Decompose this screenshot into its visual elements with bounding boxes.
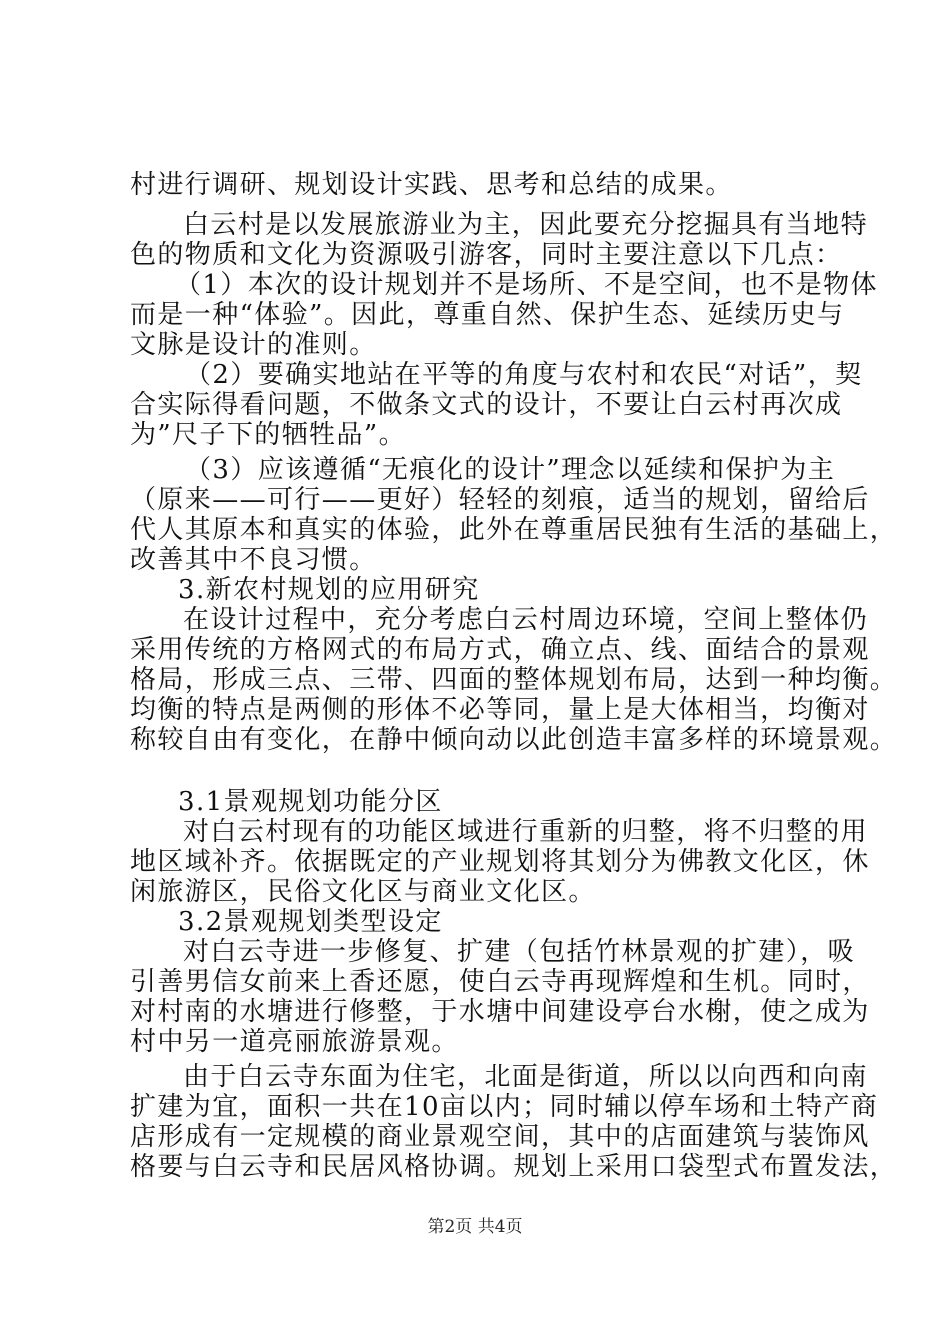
text-line: 格局，形成三点、三带、四面的整体规划布局，达到一种均衡。 <box>130 665 898 695</box>
text-line: 村进行调研、规划设计实践、思考和总结的成果。 <box>130 170 733 200</box>
text-line: 白云村是以发展旅游业为主，因此要充分挖掘具有当地特 <box>183 210 869 240</box>
text-line: 代人其原本和真实的体验，此外在尊重居民独有生活的基础上， <box>130 515 898 545</box>
text-line: 在设计过程中，充分考虑白云村周边环境，空间上整体仍 <box>183 605 869 635</box>
text-line: 称较自由有变化，在静中倾向动以此创造丰富多样的环境景观。 <box>130 725 898 755</box>
text-line: 格要与白云寺和民居风格协调。规划上采用口袋型式布置发法， <box>130 1152 898 1182</box>
text-line: 采用传统的方格网式的布局方式，确立点、线、面结合的景观 <box>130 635 870 665</box>
section-heading: 3.新农村规划的应用研究 <box>178 575 480 605</box>
text-line: （原来——可行——更好）轻轻的刻痕，适当的规划，留给后 <box>130 485 870 515</box>
text-line: 地区域补齐。依据既定的产业规划将其划分为佛教文化区，休 <box>130 847 870 877</box>
text-line: 扩建为宜，面积一共在10亩以内；同时辅以停车场和土特产商 <box>130 1092 879 1122</box>
text-line: （1）本次的设计规划并不是场所、不是空间，也不是物体 <box>175 270 878 300</box>
text-line: 而是一种“体验”。因此，尊重自然、保护生态、延续历史与 <box>130 300 845 330</box>
text-line: 村中另一道亮丽旅游景观。 <box>130 1027 459 1057</box>
text-line: 对白云寺进一步修复、扩建（包括竹林景观的扩建），吸 <box>183 937 856 967</box>
text-line: 均衡的特点是两侧的形体不必等同，量上是大体相当，均衡对 <box>130 695 870 725</box>
text-line: 合实际得看问题，不做条文式的设计，不要让白云村再次成 <box>130 390 843 420</box>
text-line: 闲旅游区，民俗文化区与商业文化区。 <box>130 877 596 907</box>
text-line: 改善其中不良习惯。 <box>130 545 377 575</box>
text-line: 为”尺子下的牺牲品”。 <box>130 420 406 450</box>
text-line: 店形成有一定规模的商业景观空间，其中的店面建筑与装饰风 <box>130 1122 870 1152</box>
section-heading: 3.1景观规划功能分区 <box>178 787 443 817</box>
text-line: 色的物质和文化为资源吸引游客，同时主要注意以下几点： <box>130 240 843 270</box>
text-line: 对村南的水塘进行修整，于水塘中间建设亭台水榭，使之成为 <box>130 997 870 1027</box>
text-line: （3）应该遵循“无痕化的设计”理念以延续和保护为主 <box>185 455 836 485</box>
text-line: 文脉是设计的准则。 <box>130 330 377 360</box>
text-line: 由于白云寺东面为住宅，北面是街道，所以以向西和向南 <box>183 1062 869 1092</box>
text-line: 对白云村现有的功能区域进行重新的归整，将不归整的用 <box>183 817 869 847</box>
section-heading: 3.2景观规划类型设定 <box>178 907 443 937</box>
page-number-footer: 第2页 共4页 <box>427 1217 523 1237</box>
text-line: （2）要确实地站在平等的角度与农村和农民“对话”，契 <box>185 360 863 390</box>
text-line: 引善男信女前来上香还愿，使白云寺再现辉煌和生机。同时， <box>130 967 870 997</box>
